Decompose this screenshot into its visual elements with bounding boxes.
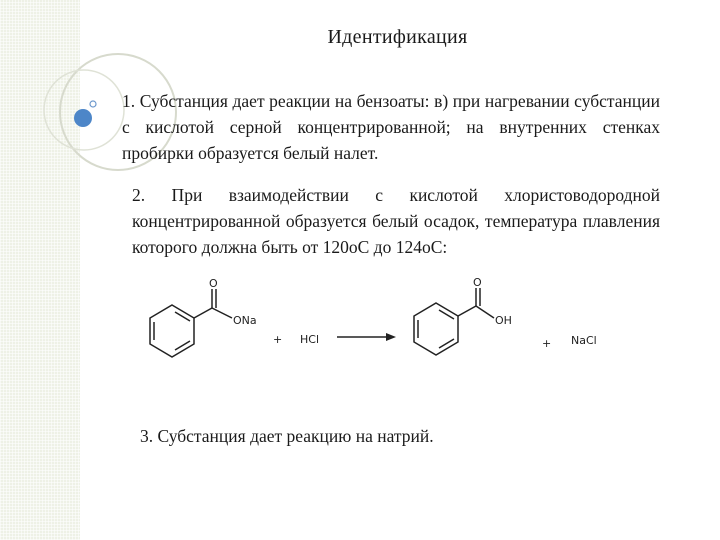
reagent-hcl: HCl [300,333,320,346]
plus-sign-1: + [273,333,283,346]
reactant-oxygen-label: O [209,277,218,290]
slide-title: Идентификация [327,26,468,48]
plus-sign-2: + [542,337,552,350]
paragraph-1: 1. Субстанция дает реакции на бензоаты: в) при нагревании субстанции с кислотой серной концентрированной; на внутренних стенках пробирки образуется белый налет. [122,91,660,163]
product-oh-label: OH [495,314,512,327]
product-oxygen-label: O [473,276,482,289]
paragraph-2: 2. При взаимодействии с кислотой хлористоводородной концентрированной образуется белый осадок, температура плавления которого должна быть от 120оС до 124оС: [132,185,660,257]
reaction-arrow [337,333,396,341]
paragraph-3: 3. Субстанция дает реакцию на натрий. [140,426,434,446]
reactant-ona-label: ONa [233,314,257,327]
benzoic-acid-structure [414,288,494,355]
byproduct-nacl: NaCl [571,334,597,347]
sodium-benzoate-structure [150,289,232,357]
